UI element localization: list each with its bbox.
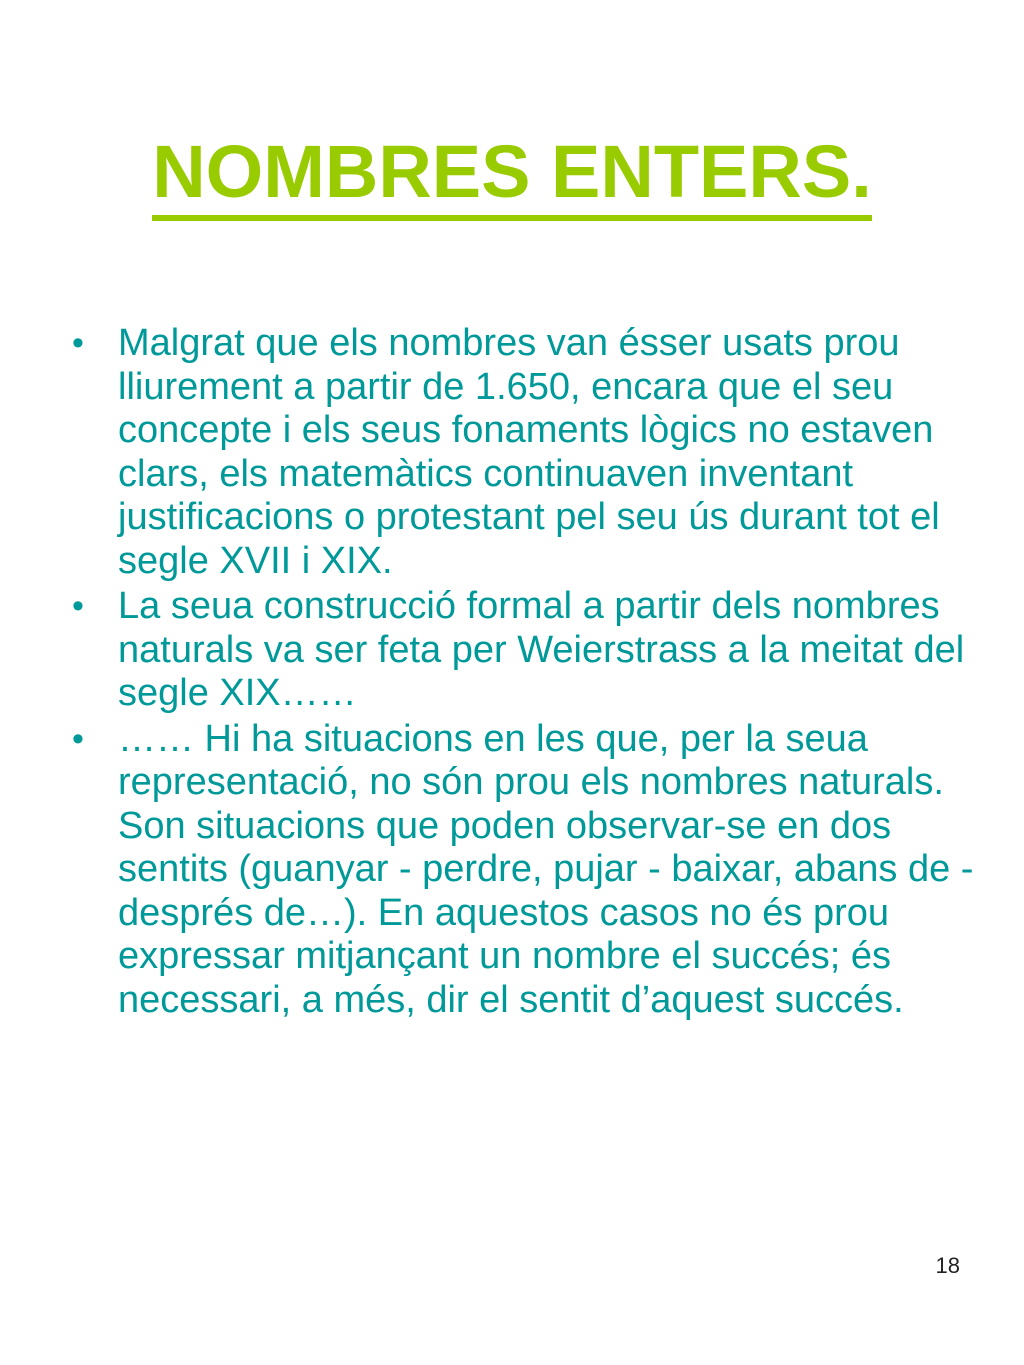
bullet-icon: • [72, 719, 84, 758]
bullet-icon: • [72, 324, 84, 362]
bullet-list [60, 322, 980, 1024]
bullet-icon: • [72, 587, 84, 625]
slide-title-text: NOMBRES ENTERS. [152, 131, 872, 221]
slide-title [0, 128, 1024, 221]
bullet-item [60, 718, 980, 1023]
bullet-item [60, 322, 980, 583]
bullet-item [60, 585, 980, 716]
page-number: 18 [935, 1253, 960, 1278]
bullet-text: Malgrat que els nombres van ésser usats prou lliurement a partir de 1.650, encara que el seu concepte i els seus fonaments lògics no estaven clars, els matemàtics continuaven inventant justificacions o protestant pel seu ús durant tot el segle XVII i XIX. [118, 322, 940, 582]
bullet-text: …… Hi ha situacions en les que, per la seua representació, no són prou els nombres naturals. Son situacions que poden observar-se en dos sentits (guanyar - perdre, pujar - baixar, abans de - després de…). En aquestos casos no és prou expressar mitjançant un nombre el succés; és necessari, a més, dir el sentit d’aquest succés. [118, 717, 974, 1021]
bullet-text: La seua construcció formal a partir dels nombres naturals va ser feta per Weierstrass a la meitat del segle XIX…… [118, 585, 965, 714]
